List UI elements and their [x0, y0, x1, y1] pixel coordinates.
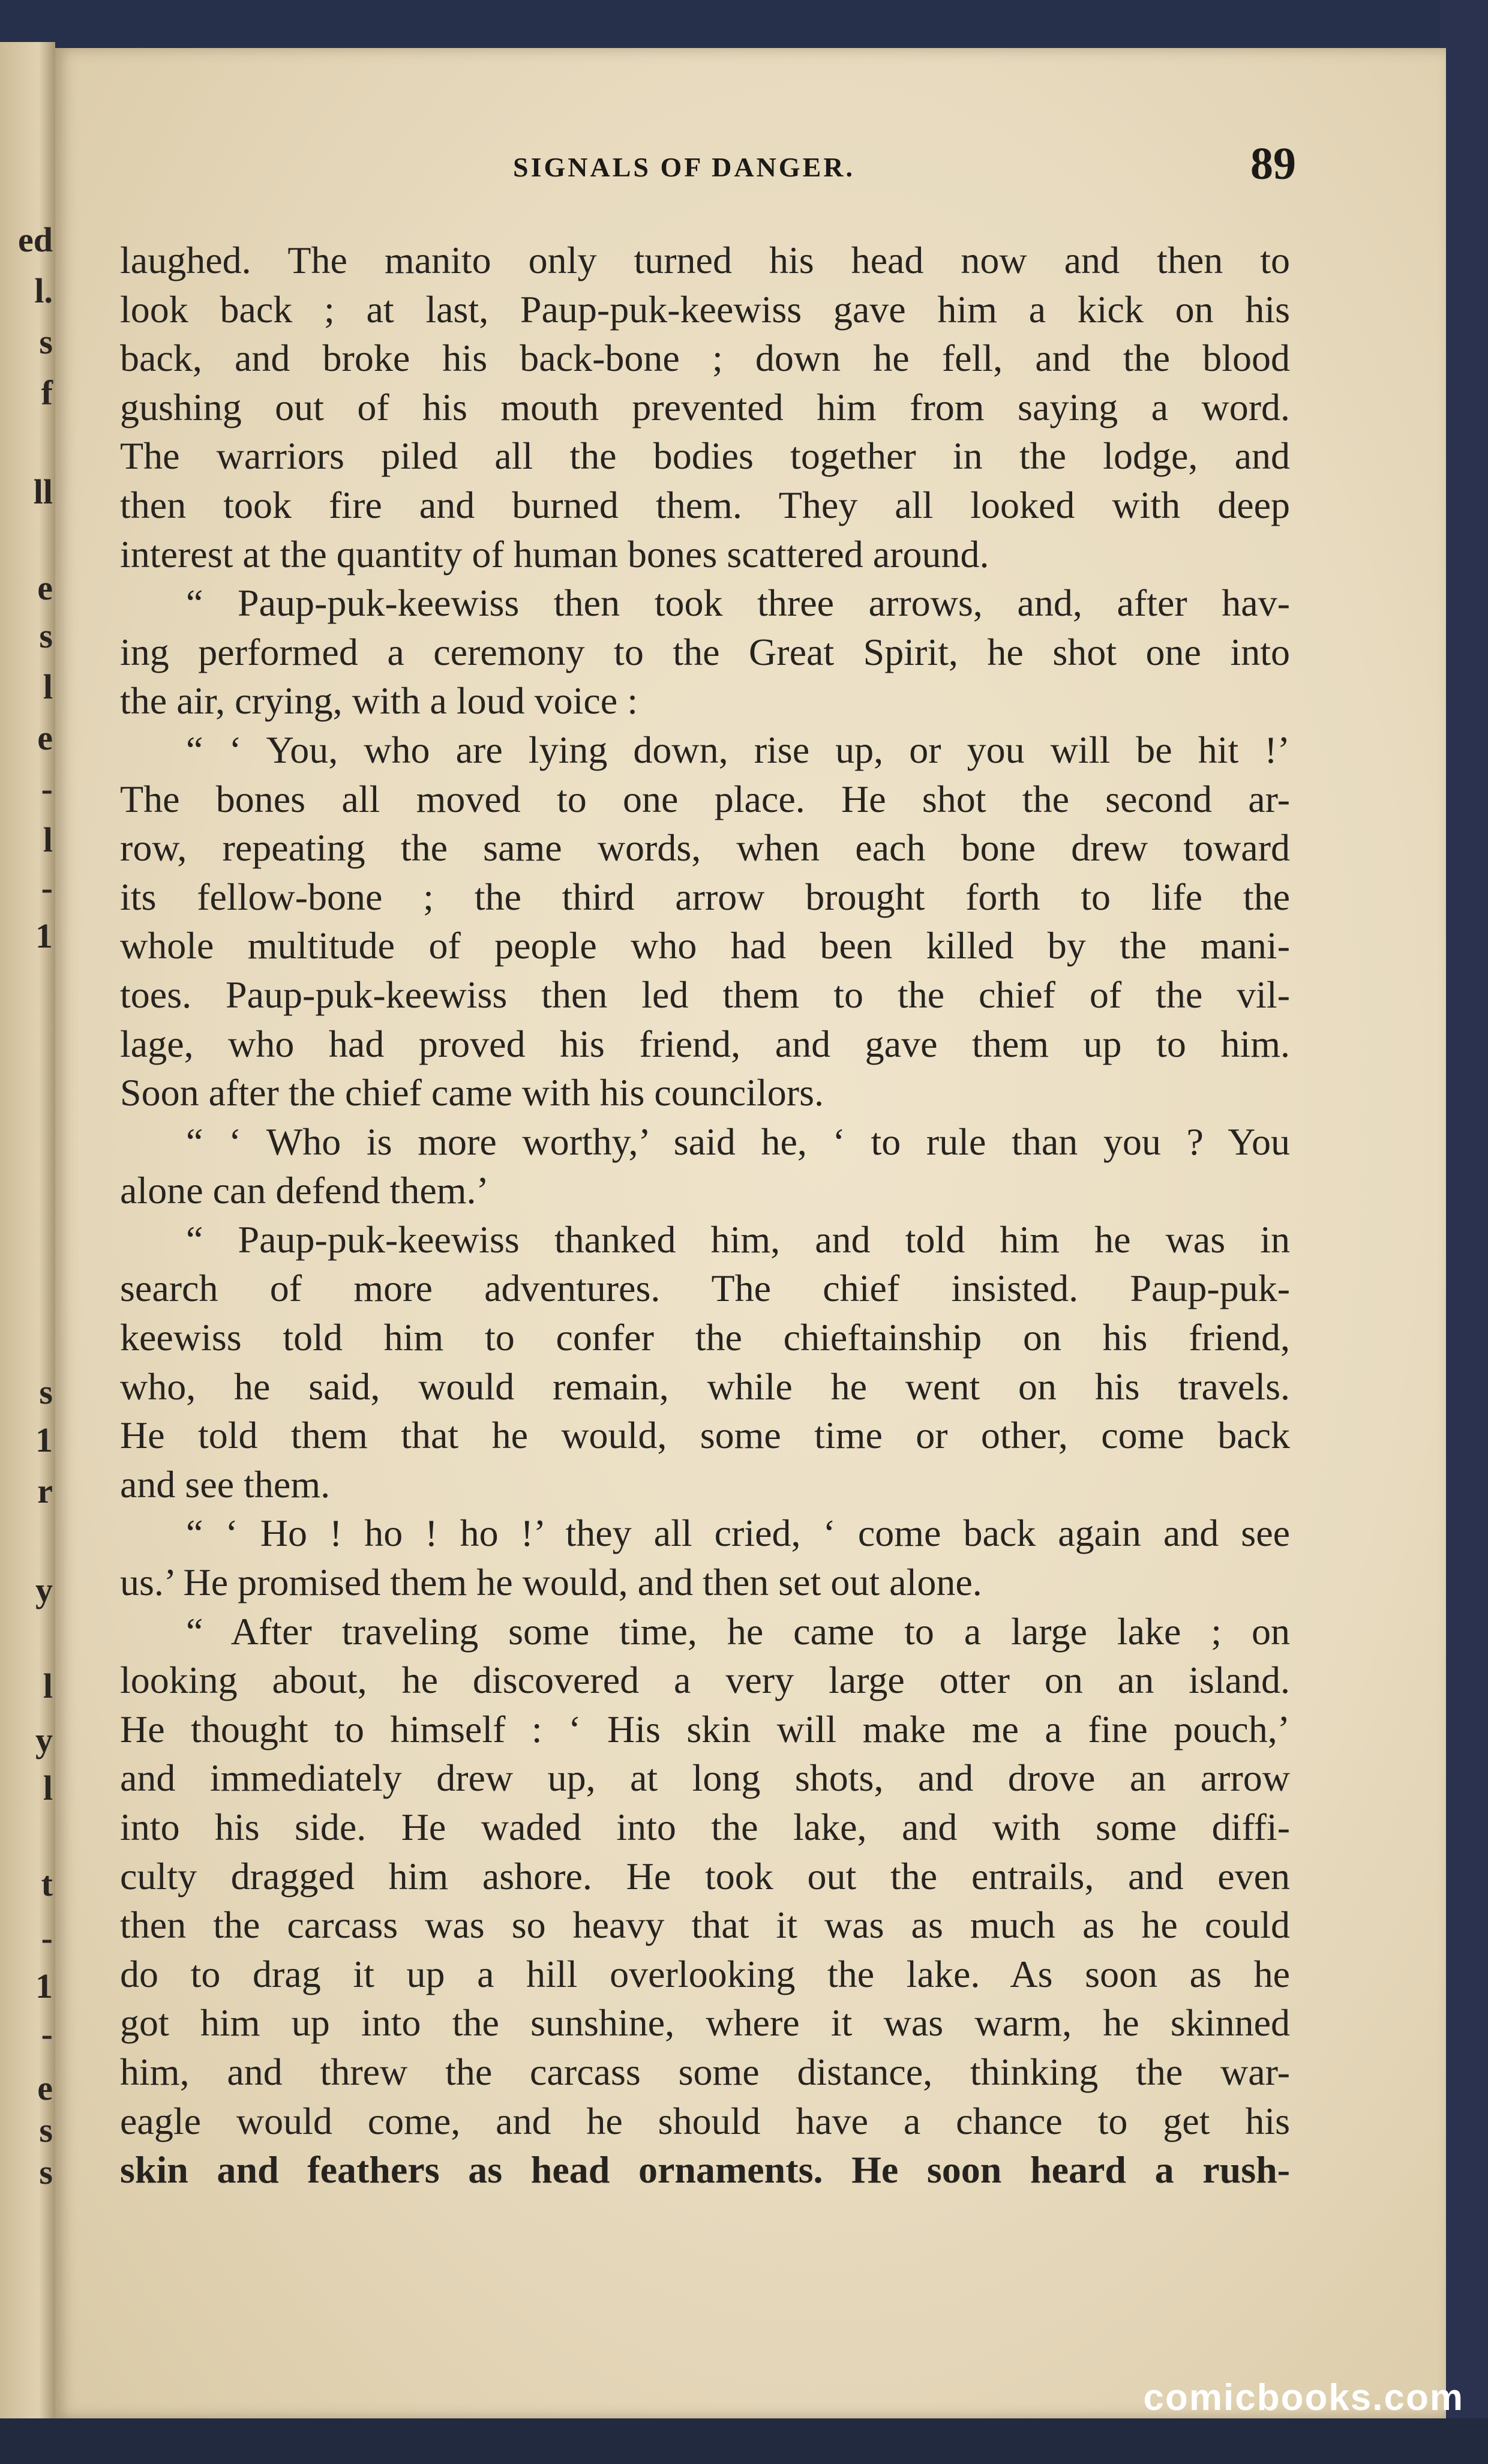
previous-page-fragment: e — [37, 718, 53, 757]
text-line: “ ‘ You, who are lying down, rise up, or you will be hit !’ — [186, 728, 1290, 771]
previous-page-fragment: s — [39, 2111, 53, 2150]
text-line: He told them that he would, some time or other, come back — [120, 1414, 1290, 1457]
text-line: eagle would come, and he should have a chance to get his — [120, 2099, 1290, 2142]
previous-page-fragment: ll — [33, 472, 53, 511]
watermark: comicbooks.com — [1143, 2377, 1464, 2418]
previous-page-fragment: s — [39, 616, 53, 655]
text-line: “ Paup-puk-keewiss then took three arrows, and, after hav- — [186, 581, 1290, 625]
text-line: Soon after the chief came with his councilors. — [120, 1071, 824, 1114]
text-line: him, and threw the carcass some distance, thinking the war- — [120, 2050, 1290, 2093]
scan-background-bottom — [0, 2418, 1488, 2464]
text-line: into his side. He waded into the lake, and with some diffi- — [120, 1806, 1290, 1848]
previous-page-fragment: l — [43, 1768, 53, 1807]
text-line: whole multitude of people who had been killed by the mani- — [120, 924, 1290, 967]
text-line: and see them. — [120, 1462, 331, 1506]
text-line: The bones all moved to one place. He shot the second ar- — [120, 777, 1290, 820]
previous-page-fragment: l — [43, 667, 53, 706]
page-number: 89 — [1250, 139, 1296, 189]
text-line: laughed. The manito only turned his head now and then to — [120, 239, 1290, 281]
previous-page-fragment: s — [39, 322, 53, 361]
previous-page-fragment: - — [41, 868, 53, 907]
text-line: got him up into the sunshine, where it was warm, he skinned — [120, 2001, 1290, 2045]
text-line: look back ; at last, Paup-puk-keewiss gave him a kick on his — [120, 287, 1290, 331]
previous-page-fragment: y — [35, 1720, 53, 1759]
previous-page-fragment: y — [35, 1570, 53, 1609]
scan-background-top — [0, 0, 1488, 48]
text-line: skin and feathers as head ornaments. He soon heard a rush- — [120, 2148, 1290, 2192]
previous-page-fragment: e — [37, 2069, 53, 2108]
text-line: do to drag it up a hill overlooking the lake. As soon as he — [120, 1952, 1290, 1995]
text-line: who, he said, would remain, while he went on his travels. — [120, 1365, 1290, 1408]
previous-page-fragment: e — [37, 568, 53, 607]
text-line: search of more adventures. The chief insisted. Paup-puk- — [120, 1267, 1290, 1310]
text-line: and immediately drew up, at long shots, and drove an arrow — [120, 1756, 1290, 1800]
previous-page-fragment: f — [41, 373, 53, 412]
text-line: “ ‘ Who is more worthy,’ said he, ‘ to rule than you ? You — [186, 1120, 1290, 1163]
text-line: its fellow-bone ; the third arrow brought forth to life the — [120, 875, 1290, 918]
previous-page-fragment: s — [39, 2153, 53, 2192]
previous-page-fragment: r — [37, 1471, 53, 1510]
previous-page-fragment: 1 — [35, 916, 53, 955]
body-text — [120, 236, 1290, 2195]
previous-page-fragment: l — [43, 820, 53, 859]
previous-page-fragment: l. — [34, 271, 53, 310]
text-line: the air, crying, with a loud voice : — [120, 679, 638, 723]
text-line: “ After traveling some time, he came to a large lake ; on — [186, 1609, 1290, 1653]
text-line: row, repeating the same words, when each bone drew toward — [120, 826, 1290, 870]
previous-page-fragment: ed — [18, 220, 53, 259]
previous-page-fragment: - — [41, 1919, 53, 1958]
previous-page-fragment: s — [39, 1372, 53, 1411]
text-line: then the carcass was so heavy that it was as much as he could — [120, 1904, 1290, 1947]
previous-page-fragment: 1 — [35, 1420, 53, 1459]
scan-background-right — [1440, 0, 1488, 2464]
text-line: looking about, he discovered a very large otter on an island. — [120, 1659, 1290, 1702]
text-line: “ ‘ Ho ! ho ! ho !’ they all cried, ‘ come back again and see — [186, 1512, 1290, 1555]
text-line: culty dragged him ashore. He took out the entrails, and even — [120, 1854, 1290, 1898]
text-line: then took fire and burned them. They all looked with deep — [120, 483, 1290, 526]
text-line: lage, who had proved his friend, and gave them up to him. — [120, 1022, 1290, 1065]
previous-page-fragment: - — [41, 2015, 53, 2054]
text-line: back, and broke his back-bone ; down he fell, and the blood — [120, 337, 1290, 380]
text-line: toes. Paup-puk-keewiss then led them to the chief of the vil- — [120, 973, 1290, 1016]
previous-page-fragment: - — [41, 769, 53, 808]
text-line: us.’ He promised them he would, and then set out alone. — [120, 1561, 982, 1604]
text-line: keewiss told him to confer the chieftainship on his friend, — [120, 1316, 1290, 1359]
text-line: The warriors piled all the bodies together in the lodge, and — [120, 434, 1290, 478]
text-line: ing performed a ceremony to the Great Spirit, he shot one into — [120, 630, 1290, 673]
previous-page-edge — [0, 42, 55, 2418]
text-line: gushing out of his mouth prevented him from saying a word. — [120, 385, 1290, 428]
running-head — [0, 96, 1488, 189]
running-title: SIGNALS OF DANGER. — [513, 152, 855, 182]
text-line: interest at the quantity of human bones scattered around. — [120, 532, 989, 575]
text-line: “ Paup-puk-keewiss thanked him, and told him he was in — [186, 1218, 1290, 1261]
previous-page-fragment: l — [43, 1666, 53, 1705]
text-line: He thought to himself : ‘ His skin will make me a fine pouch,’ — [120, 1707, 1290, 1750]
previous-page-fragment: 1 — [35, 1967, 53, 2006]
previous-page-fragment: t — [41, 1865, 53, 1904]
text-line: alone can defend them.’ — [120, 1169, 489, 1212]
